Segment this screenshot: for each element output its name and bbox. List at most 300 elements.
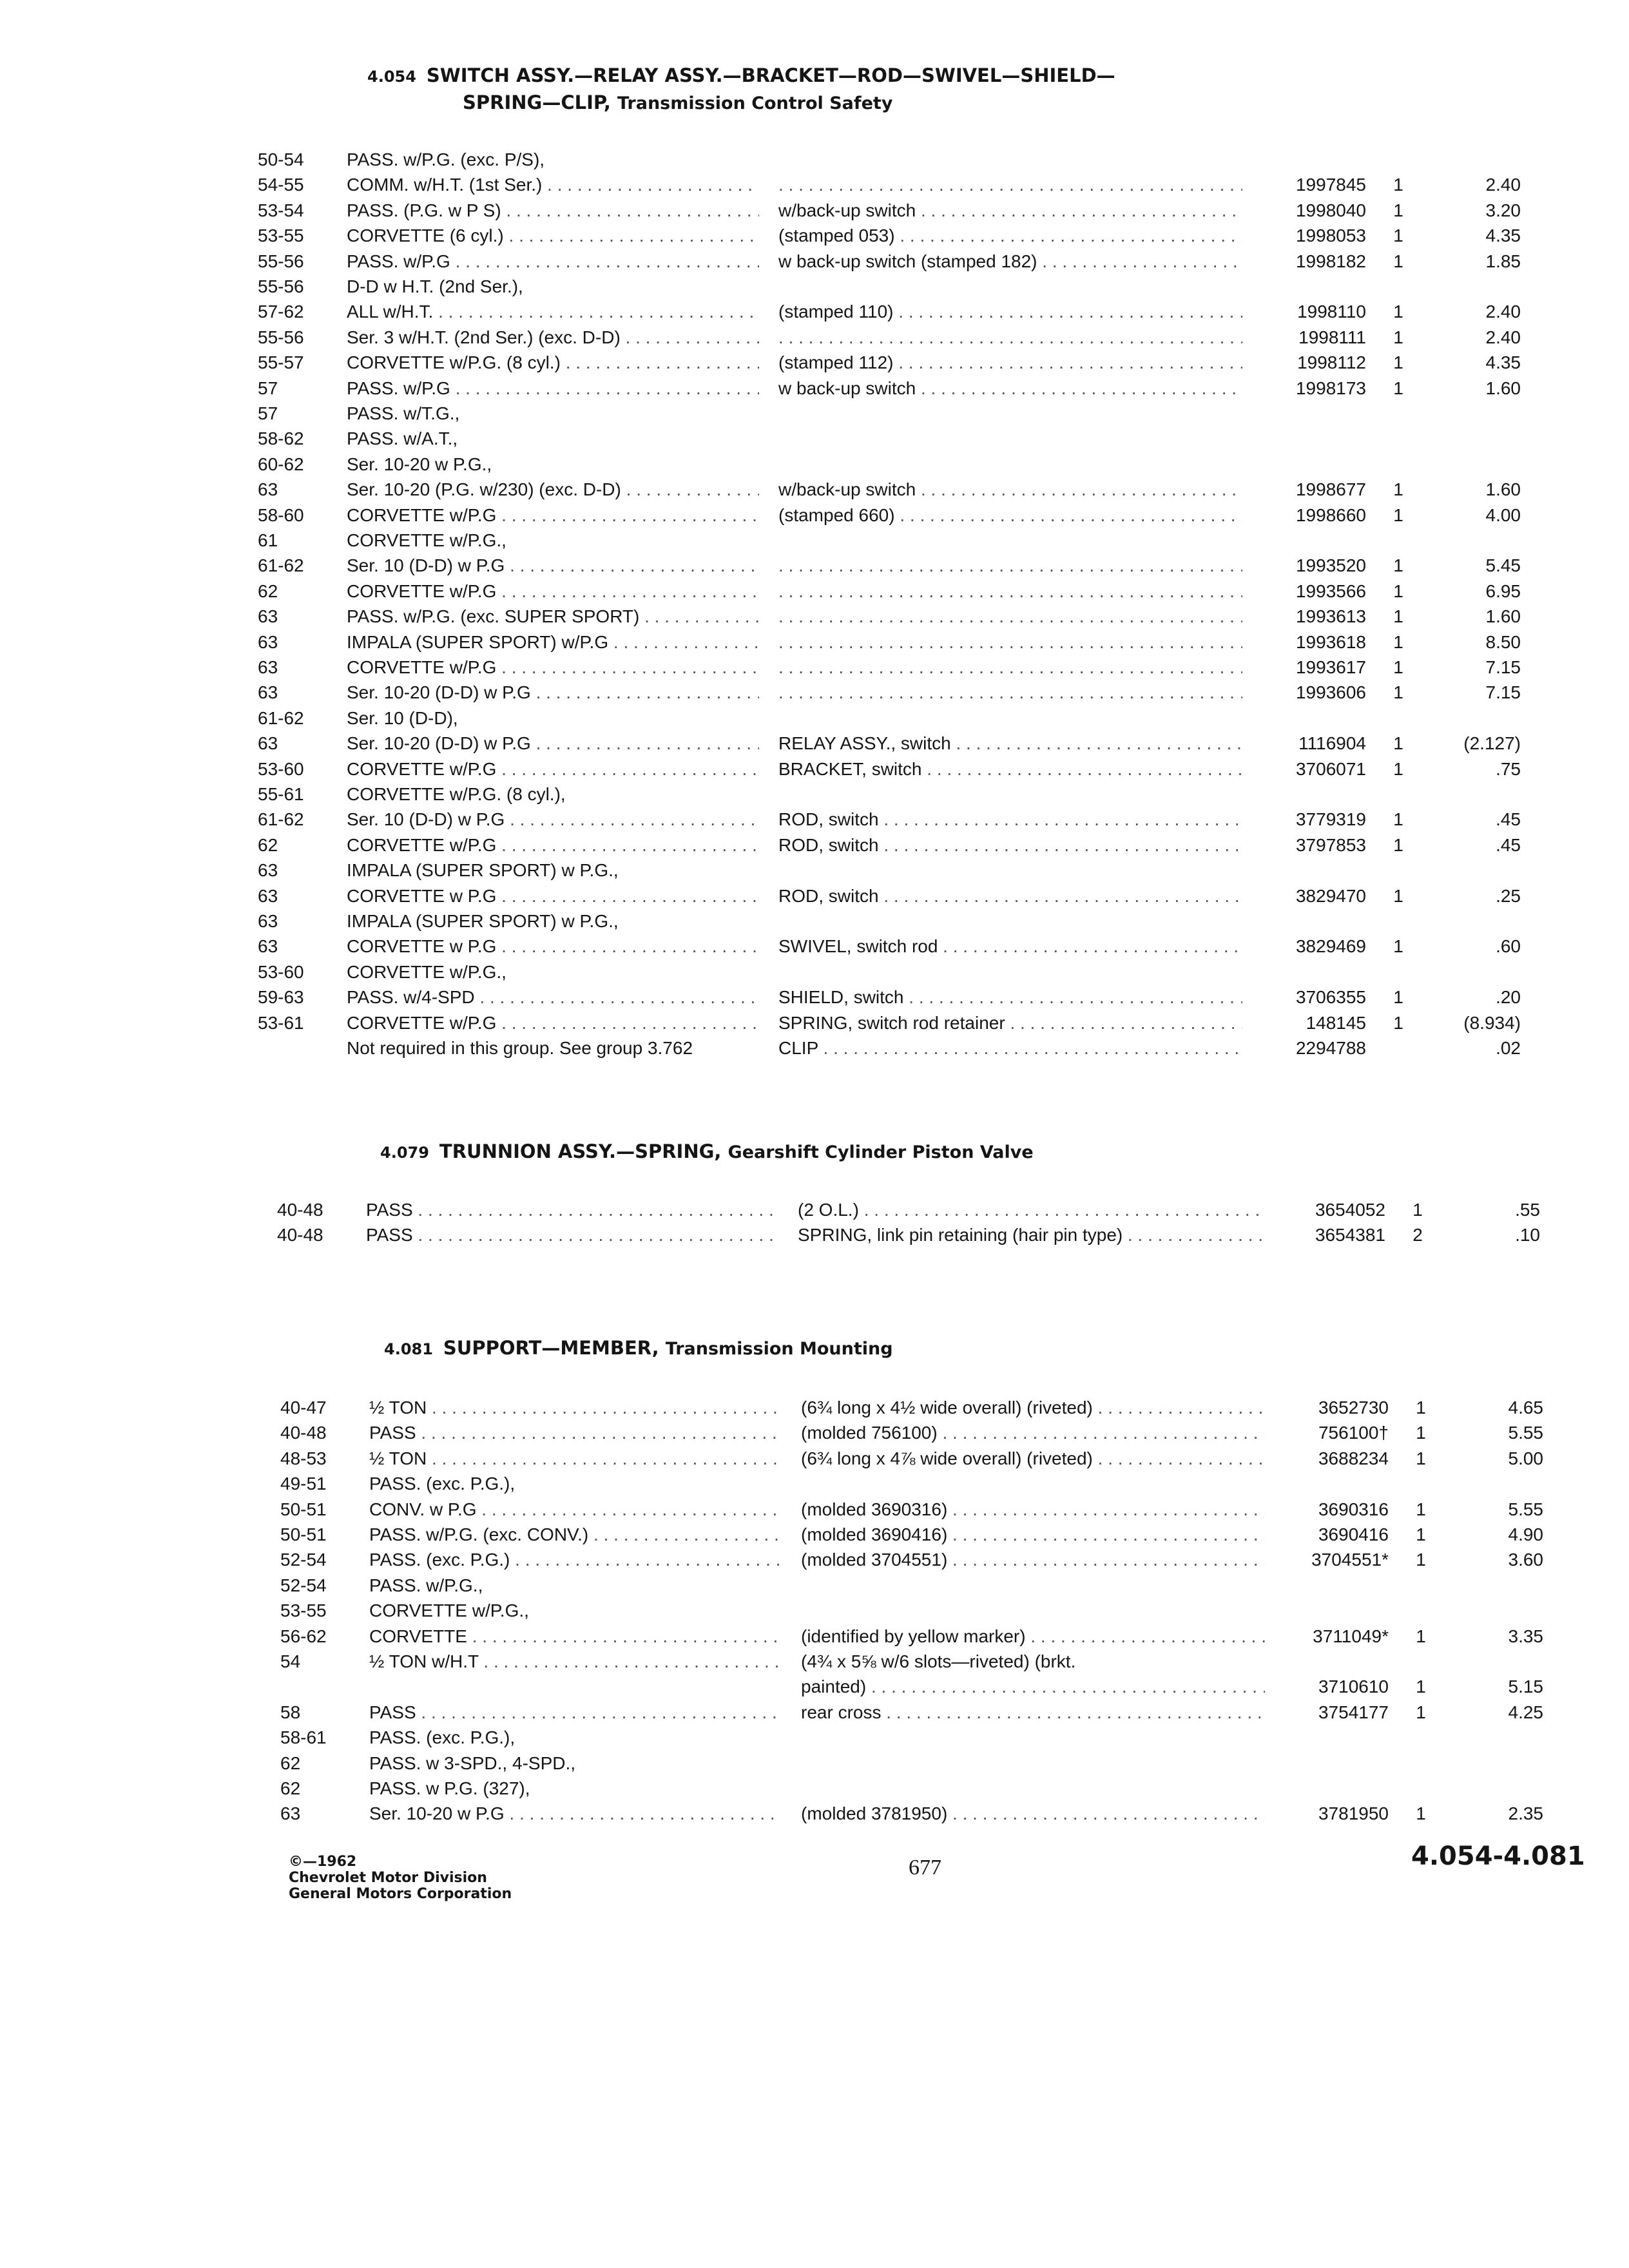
- table-row: [258, 934, 1521, 959]
- price-cell: 4.65: [1508, 1398, 1543, 1418]
- section-number: 4.081: [384, 1340, 433, 1358]
- part-number-cell: 1998111: [1298, 327, 1366, 347]
- part-number-cell: 3652730: [1318, 1398, 1389, 1418]
- quantity-cell: 1: [1416, 1448, 1426, 1468]
- table-row: [280, 1700, 1543, 1725]
- quantity-cell: 1: [1416, 1550, 1426, 1570]
- year-cell: 55-56: [258, 327, 304, 347]
- section-subtitle: Gearshift Cylinder Piston Valve: [728, 1142, 1034, 1162]
- part-number-cell: 3654052: [1315, 1200, 1385, 1220]
- section-title: SUPPORT—MEMBER,: [443, 1337, 659, 1359]
- part-number-cell: 3690316: [1318, 1499, 1389, 1519]
- quantity-cell: 1: [1393, 505, 1403, 525]
- year-cell: 53-55: [280, 1600, 327, 1620]
- quantity-cell: 1: [1393, 936, 1403, 956]
- part-number-cell: 1993566: [1295, 581, 1366, 601]
- price-cell: 2.40: [1485, 175, 1521, 195]
- model-cell: Ser. 10-20 (P.G. w/230) (exc. D-D) . . .: [347, 477, 759, 503]
- year-cell: 58-61: [280, 1727, 327, 1747]
- year-cell: 50-54: [258, 149, 304, 169]
- model-cell: CORVETTE w/P.G . . .: [347, 503, 759, 528]
- part-number-cell: 3706071: [1295, 759, 1366, 779]
- description-cell: (2 O.L.) . . .: [798, 1197, 1262, 1223]
- quantity-cell: 1: [1393, 555, 1403, 575]
- quantity-cell: 1: [1412, 1200, 1423, 1220]
- model-cell: PASS . . .: [369, 1420, 782, 1446]
- description-cell: w back-up switch . . .: [778, 376, 1242, 401]
- model-cell: CORVETTE w/P.G.,: [369, 1600, 529, 1620]
- group-range: 4.054-4.081: [1411, 1841, 1585, 1871]
- description-cell: (stamped 660) . . .: [778, 503, 1242, 528]
- part-number-cell: 1997845: [1295, 175, 1366, 195]
- table-row: [258, 299, 1521, 325]
- part-number-cell: 3711049*: [1313, 1626, 1389, 1646]
- price-cell: 4.35: [1485, 352, 1521, 372]
- section-header-line2: [463, 91, 892, 113]
- quantity-cell: 2: [1412, 1225, 1423, 1245]
- year-cell: 63: [280, 1803, 301, 1823]
- price-cell: 1.60: [1485, 378, 1521, 398]
- year-cell: 63: [258, 479, 278, 499]
- year-cell: 54-55: [258, 175, 304, 195]
- description-cell: ROD, switch . . .: [778, 832, 1242, 858]
- year-cell: 53-61: [258, 1013, 304, 1033]
- quantity-cell: 1: [1393, 581, 1403, 601]
- price-cell: 3.20: [1485, 200, 1521, 220]
- price-cell: 7.15: [1485, 657, 1521, 677]
- part-number-cell: 1993613: [1295, 606, 1366, 626]
- division-text: Chevrolet Motor Division: [289, 1870, 487, 1886]
- quantity-cell: 1: [1416, 1803, 1426, 1823]
- part-number-cell: 1993520: [1295, 555, 1366, 575]
- price-cell: .20: [1496, 987, 1521, 1007]
- table-row: [258, 274, 1521, 300]
- description-cell: BRACKET, switch . . .: [778, 756, 1242, 782]
- table-row: [280, 1598, 1543, 1624]
- section-title: TRUNNION ASSY.—SPRING,: [439, 1140, 722, 1162]
- table-row: [280, 1624, 1543, 1649]
- description-cell: (stamped 110) . . .: [778, 299, 1242, 325]
- model-cell: CORVETTE w/P.G . . .: [347, 1010, 759, 1036]
- quantity-cell: 1: [1393, 987, 1403, 1007]
- table-row: [280, 1674, 1543, 1700]
- year-cell: 63: [258, 606, 278, 626]
- model-cell: PASS . . .: [366, 1197, 778, 1223]
- model-cell: CORVETTE w P.G . . .: [347, 934, 759, 959]
- table-row: [258, 1035, 1521, 1061]
- table-row: [258, 528, 1521, 553]
- model-cell: Ser. 10-20 (D-D) w P.G . . .: [347, 680, 759, 706]
- quantity-cell: 1: [1393, 175, 1403, 195]
- part-number-cell: 1998112: [1297, 352, 1366, 372]
- model-cell: PASS. (P.G. w P S) . . .: [347, 198, 759, 224]
- model-cell: PASS. w/T.G.,: [347, 403, 460, 423]
- quantity-cell: 1: [1393, 378, 1403, 398]
- model-cell: PASS. w/P.G. (exc. SUPER SPORT) . . .: [347, 604, 759, 629]
- quantity-cell: 1: [1393, 632, 1403, 652]
- section-header: [384, 1337, 893, 1359]
- description-cell: [778, 655, 1242, 680]
- quantity-cell: 1: [1393, 682, 1403, 702]
- table-row: [258, 376, 1521, 401]
- part-number-cell: 3779319: [1295, 809, 1366, 829]
- table-row: [280, 1446, 1543, 1472]
- model-cell: PASS . . .: [369, 1700, 782, 1725]
- price-cell: .02: [1496, 1038, 1521, 1058]
- table-row: [280, 1522, 1543, 1548]
- year-cell: 57-62: [258, 302, 304, 322]
- year-cell: 59-63: [258, 987, 304, 1007]
- model-cell: Ser. 10-20 w P.G . . .: [369, 1801, 782, 1827]
- part-number-cell: 1993606: [1295, 682, 1366, 702]
- model-cell: Ser. 10 (D-D),: [347, 708, 458, 728]
- table-row: [258, 680, 1521, 706]
- description-cell: (6¾ long x 4½ wide overall) (riveted) . . .: [801, 1395, 1265, 1421]
- table-row: [258, 629, 1521, 655]
- table-row: [258, 325, 1521, 351]
- table-row: [258, 959, 1521, 985]
- section-subtitle: Transmission Control Safety: [617, 93, 893, 113]
- year-cell: 53-54: [258, 200, 304, 220]
- year-cell: 53-60: [258, 962, 304, 982]
- table-row: [280, 1497, 1543, 1523]
- year-cell: 62: [280, 1753, 301, 1773]
- table-row: [258, 858, 1521, 883]
- model-cell: CORVETTE w/P.G . . .: [347, 756, 759, 782]
- description-cell: [778, 629, 1242, 655]
- price-cell: 5.45: [1485, 555, 1521, 575]
- description-cell: (identified by yellow marker) . . .: [801, 1624, 1265, 1649]
- year-cell: 63: [258, 632, 278, 652]
- table-row: [258, 706, 1521, 731]
- part-number-cell: 1998040: [1295, 200, 1366, 220]
- quantity-cell: 1: [1416, 1499, 1426, 1519]
- year-cell: 55-57: [258, 352, 304, 372]
- table-row: [258, 452, 1521, 477]
- section-header: [380, 1140, 1034, 1162]
- description-cell: SWIVEL, switch rod . . .: [778, 934, 1242, 959]
- model-cell: PASS. w/P.G.,: [369, 1575, 483, 1595]
- part-number-cell: 3688234: [1318, 1448, 1389, 1468]
- year-cell: 55-56: [258, 251, 304, 271]
- year-cell: 50-51: [280, 1524, 327, 1544]
- description-cell: (molded 3781950) . . .: [801, 1801, 1265, 1827]
- table-row: [258, 579, 1521, 604]
- price-cell: .55: [1515, 1200, 1540, 1220]
- description-cell: SPRING, link pin retaining (hair pin type) . . .: [798, 1222, 1262, 1248]
- table-row: [258, 1010, 1521, 1036]
- price-cell: .10: [1515, 1225, 1540, 1245]
- table-row: [277, 1197, 1540, 1223]
- page-number: 677: [909, 1856, 941, 1879]
- copyright-text: ©—1962: [289, 1854, 357, 1870]
- part-number-cell: 3654381: [1315, 1225, 1385, 1245]
- model-cell: PASS. (exc. P.G.),: [369, 1727, 516, 1747]
- table-row: [280, 1725, 1543, 1751]
- year-cell: 61-62: [258, 809, 304, 829]
- model-cell: IMPALA (SUPER SPORT) w P.G.,: [347, 860, 619, 880]
- description-cell: [778, 172, 1242, 198]
- model-cell: ½ TON . . .: [369, 1446, 782, 1472]
- model-cell: Ser. 3 w/H.T. (2nd Ser.) (exc. D-D) . . .: [347, 325, 759, 351]
- model-cell: ½ TON . . .: [369, 1395, 782, 1421]
- model-cell: PASS. w/P.G. (exc. CONV.) . . .: [369, 1522, 782, 1548]
- year-cell: 61-62: [258, 555, 304, 575]
- part-number-cell: 1998182: [1295, 251, 1366, 271]
- table-row: [258, 908, 1521, 934]
- table-row: [280, 1471, 1543, 1497]
- price-cell: 2.35: [1508, 1803, 1543, 1823]
- description-cell: SPRING, switch rod retainer . . .: [778, 1010, 1242, 1036]
- section-subtitle: Transmission Mounting: [665, 1339, 893, 1359]
- part-number-cell: 1993617: [1295, 657, 1366, 677]
- year-cell: 63: [258, 936, 278, 956]
- description-cell: w/back-up switch . . .: [778, 198, 1242, 224]
- model-cell: PASS. (exc. P.G.),: [369, 1474, 516, 1494]
- section-header: [367, 64, 1115, 86]
- model-cell: CORVETTE (6 cyl.) . . .: [347, 223, 759, 249]
- year-cell: 58-62: [258, 428, 304, 448]
- model-cell: PASS. w P.G. (327),: [369, 1778, 530, 1798]
- year-cell: 52-54: [280, 1575, 327, 1595]
- part-number-cell: 3829469: [1295, 936, 1366, 956]
- quantity-cell: 1: [1393, 886, 1403, 906]
- year-cell: 56-62: [280, 1626, 327, 1646]
- table-row: [258, 553, 1521, 579]
- model-cell: CORVETTE w P.G . . .: [347, 883, 759, 909]
- part-number-cell: 1993618: [1295, 632, 1366, 652]
- part-number-cell: 1998053: [1295, 226, 1366, 245]
- year-cell: 40-48: [280, 1423, 327, 1443]
- table-row: [277, 1222, 1540, 1248]
- price-cell: .45: [1496, 809, 1521, 829]
- quantity-cell: 1: [1393, 251, 1403, 271]
- year-cell: 61: [258, 530, 278, 550]
- year-cell: 57: [258, 403, 278, 423]
- price-cell: 4.35: [1485, 226, 1521, 245]
- model-cell: ALL w/H.T. . . .: [347, 299, 759, 325]
- model-cell: PASS. w 3-SPD., 4-SPD.,: [369, 1753, 576, 1773]
- year-cell: 62: [258, 581, 278, 601]
- table-row: [258, 756, 1521, 782]
- table-row: [258, 883, 1521, 909]
- description-cell: (stamped 112) . . .: [778, 350, 1242, 376]
- price-cell: 4.90: [1508, 1524, 1543, 1544]
- table-row: [258, 604, 1521, 629]
- part-number-cell: 756100†: [1318, 1423, 1389, 1443]
- quantity-cell: 1: [1393, 733, 1403, 753]
- part-number-cell: 1998110: [1297, 302, 1366, 322]
- price-cell: .60: [1496, 936, 1521, 956]
- year-cell: 62: [280, 1778, 301, 1798]
- price-cell: 4.00: [1485, 505, 1521, 525]
- quantity-cell: 1: [1393, 479, 1403, 499]
- quantity-cell: 1: [1416, 1398, 1426, 1418]
- table-row: [258, 807, 1521, 832]
- quantity-cell: 1: [1393, 226, 1403, 245]
- table-row: [258, 477, 1521, 503]
- part-number-cell: 1998677: [1295, 479, 1366, 499]
- table-row: [258, 172, 1521, 198]
- year-cell: 63: [258, 860, 278, 880]
- quantity-cell: 1: [1393, 327, 1403, 347]
- table-row: [258, 503, 1521, 528]
- description-cell: [778, 325, 1242, 351]
- model-cell: PASS. w/P.G. (exc. P/S),: [347, 149, 545, 169]
- quantity-cell: 1: [1393, 809, 1403, 829]
- table-row: [258, 147, 1521, 173]
- model-cell: PASS. w/P.G . . .: [347, 249, 759, 274]
- table-row: [280, 1420, 1543, 1446]
- description-cell: ROD, switch . . .: [778, 807, 1242, 832]
- model-cell: Not required in this group. See group 3.762: [347, 1038, 693, 1058]
- description-cell: (stamped 053) . . .: [778, 223, 1242, 249]
- year-cell: 49-51: [280, 1474, 327, 1494]
- description-cell: ROD, switch . . .: [778, 883, 1242, 909]
- section-title-continued: SPRING—CLIP,: [463, 91, 611, 113]
- year-cell: 63: [258, 682, 278, 702]
- table-row: [280, 1547, 1543, 1573]
- part-number-cell: 3706355: [1295, 987, 1366, 1007]
- table-row: [258, 249, 1521, 274]
- year-cell: 63: [258, 911, 278, 931]
- model-cell: PASS . . .: [366, 1222, 778, 1248]
- quantity-cell: 1: [1416, 1626, 1426, 1646]
- description-cell: [778, 680, 1242, 706]
- model-cell: CONV. w P.G . . .: [369, 1497, 782, 1523]
- model-cell: Ser. 10 (D-D) w P.G . . .: [347, 553, 759, 579]
- year-cell: 62: [258, 835, 278, 855]
- part-number-cell: 148145: [1306, 1013, 1366, 1033]
- model-cell: CORVETTE w/P.G . . .: [347, 655, 759, 680]
- year-cell: 57: [258, 378, 278, 398]
- quantity-cell: 1: [1393, 200, 1403, 220]
- model-cell: Ser. 10 (D-D) w P.G . . .: [347, 807, 759, 832]
- description-cell: (molded 756100) . . .: [801, 1420, 1265, 1446]
- description-cell: [778, 604, 1242, 629]
- price-cell: .45: [1496, 835, 1521, 855]
- table-row: [258, 350, 1521, 376]
- description-cell: painted) . . .: [801, 1674, 1265, 1700]
- part-number-cell: 1116904: [1298, 733, 1366, 753]
- year-cell: 40-47: [280, 1398, 327, 1418]
- year-cell: 40-48: [277, 1225, 323, 1245]
- price-cell: 8.50: [1485, 632, 1521, 652]
- part-number-cell: 3829470: [1295, 886, 1366, 906]
- description-cell: (molded 3690416) . . .: [801, 1522, 1265, 1548]
- price-cell: .25: [1496, 886, 1521, 906]
- table-row: [280, 1776, 1543, 1802]
- section-number: 4.079: [380, 1144, 429, 1162]
- model-cell: CORVETTE w/P.G. (8 cyl.),: [347, 784, 566, 804]
- table-row: [258, 731, 1521, 756]
- year-cell: 50-51: [280, 1499, 327, 1519]
- model-cell: PASS. w/A.T.,: [347, 428, 458, 448]
- description-cell: [778, 553, 1242, 579]
- year-cell: 60-62: [258, 454, 304, 474]
- year-cell: 61-62: [258, 708, 304, 728]
- model-cell: CORVETTE w/P.G.,: [347, 962, 506, 982]
- price-cell: 2.40: [1485, 327, 1521, 347]
- quantity-cell: 1: [1393, 352, 1403, 372]
- description-cell: [778, 579, 1242, 604]
- quantity-cell: 1: [1393, 1013, 1403, 1033]
- description-cell: rear cross . . .: [801, 1700, 1265, 1725]
- description-cell: w/back-up switch . . .: [778, 477, 1242, 503]
- quantity-cell: 1: [1393, 759, 1403, 779]
- price-cell: 2.40: [1485, 302, 1521, 322]
- price-cell: 5.15: [1508, 1677, 1543, 1696]
- description-cell: (4¾ x 5⅝ w/6 slots—riveted) (brkt.: [801, 1651, 1076, 1671]
- table-row: [258, 223, 1521, 249]
- model-cell: PASS. w/4-SPD . . .: [347, 985, 759, 1010]
- year-cell: 63: [258, 733, 278, 753]
- section-title: SWITCH ASSY.—RELAY ASSY.—BRACKET—ROD—SWIVEL—SHIELD—: [426, 64, 1115, 86]
- year-cell: 40-48: [277, 1200, 323, 1220]
- section-number: 4.054: [367, 68, 416, 86]
- model-cell: Ser. 10-20 (D-D) w P.G . . .: [347, 731, 759, 756]
- quantity-cell: 1: [1416, 1524, 1426, 1544]
- table-row: [280, 1395, 1543, 1421]
- model-cell: ½ TON w/H.T . . .: [369, 1649, 782, 1675]
- year-cell: 55-56: [258, 276, 304, 296]
- model-cell: PASS. w/P.G . . .: [347, 376, 759, 401]
- table-row: [258, 426, 1521, 452]
- price-cell: 5.55: [1508, 1499, 1543, 1519]
- model-cell: PASS. (exc. P.G.) . . .: [369, 1547, 782, 1573]
- part-number-cell: 3781950: [1318, 1803, 1389, 1823]
- description-cell: w back-up switch (stamped 182) . . .: [778, 249, 1242, 274]
- table-row: [258, 401, 1521, 427]
- description-cell: (molded 3690316) . . .: [801, 1497, 1265, 1523]
- table-row: [258, 655, 1521, 680]
- price-cell: 1.85: [1485, 251, 1521, 271]
- quantity-cell: 1: [1416, 1423, 1426, 1443]
- description-cell: RELAY ASSY., switch . . .: [778, 731, 1242, 756]
- model-cell: CORVETTE w/P.G.,: [347, 530, 506, 550]
- model-cell: CORVETTE w/P.G . . .: [347, 579, 759, 604]
- price-cell: (2.127): [1463, 733, 1521, 753]
- price-cell: 3.60: [1508, 1550, 1543, 1570]
- year-cell: 58: [280, 1702, 301, 1722]
- table-row: [258, 985, 1521, 1010]
- model-cell: CORVETTE w/P.G . . .: [347, 832, 759, 858]
- price-cell: 7.15: [1485, 682, 1521, 702]
- price-cell: (8.934): [1463, 1013, 1521, 1033]
- table-row: [258, 198, 1521, 224]
- quantity-cell: 1: [1416, 1702, 1426, 1722]
- table-row: [280, 1649, 1543, 1675]
- year-cell: 63: [258, 657, 278, 677]
- table-row: [258, 832, 1521, 858]
- description-cell: (6¾ long x 4⅞ wide overall) (riveted) . . .: [801, 1446, 1265, 1472]
- table-row: [280, 1751, 1543, 1776]
- price-cell: 1.60: [1485, 606, 1521, 626]
- part-number-cell: 1998660: [1295, 505, 1366, 525]
- price-cell: 5.55: [1508, 1423, 1543, 1443]
- quantity-cell: 1: [1416, 1677, 1426, 1696]
- model-cell: COMM. w/H.T. (1st Ser.) . . .: [347, 172, 759, 198]
- year-cell: 55-61: [258, 784, 304, 804]
- price-cell: 1.60: [1485, 479, 1521, 499]
- quantity-cell: 1: [1393, 302, 1403, 322]
- part-number-cell: 3704551*: [1311, 1550, 1389, 1570]
- model-cell: D-D w H.T. (2nd Ser.),: [347, 276, 523, 296]
- price-cell: 3.35: [1508, 1626, 1543, 1646]
- part-number-cell: 3690416: [1318, 1524, 1389, 1544]
- table-row: [258, 782, 1521, 807]
- year-cell: 48-53: [280, 1448, 327, 1468]
